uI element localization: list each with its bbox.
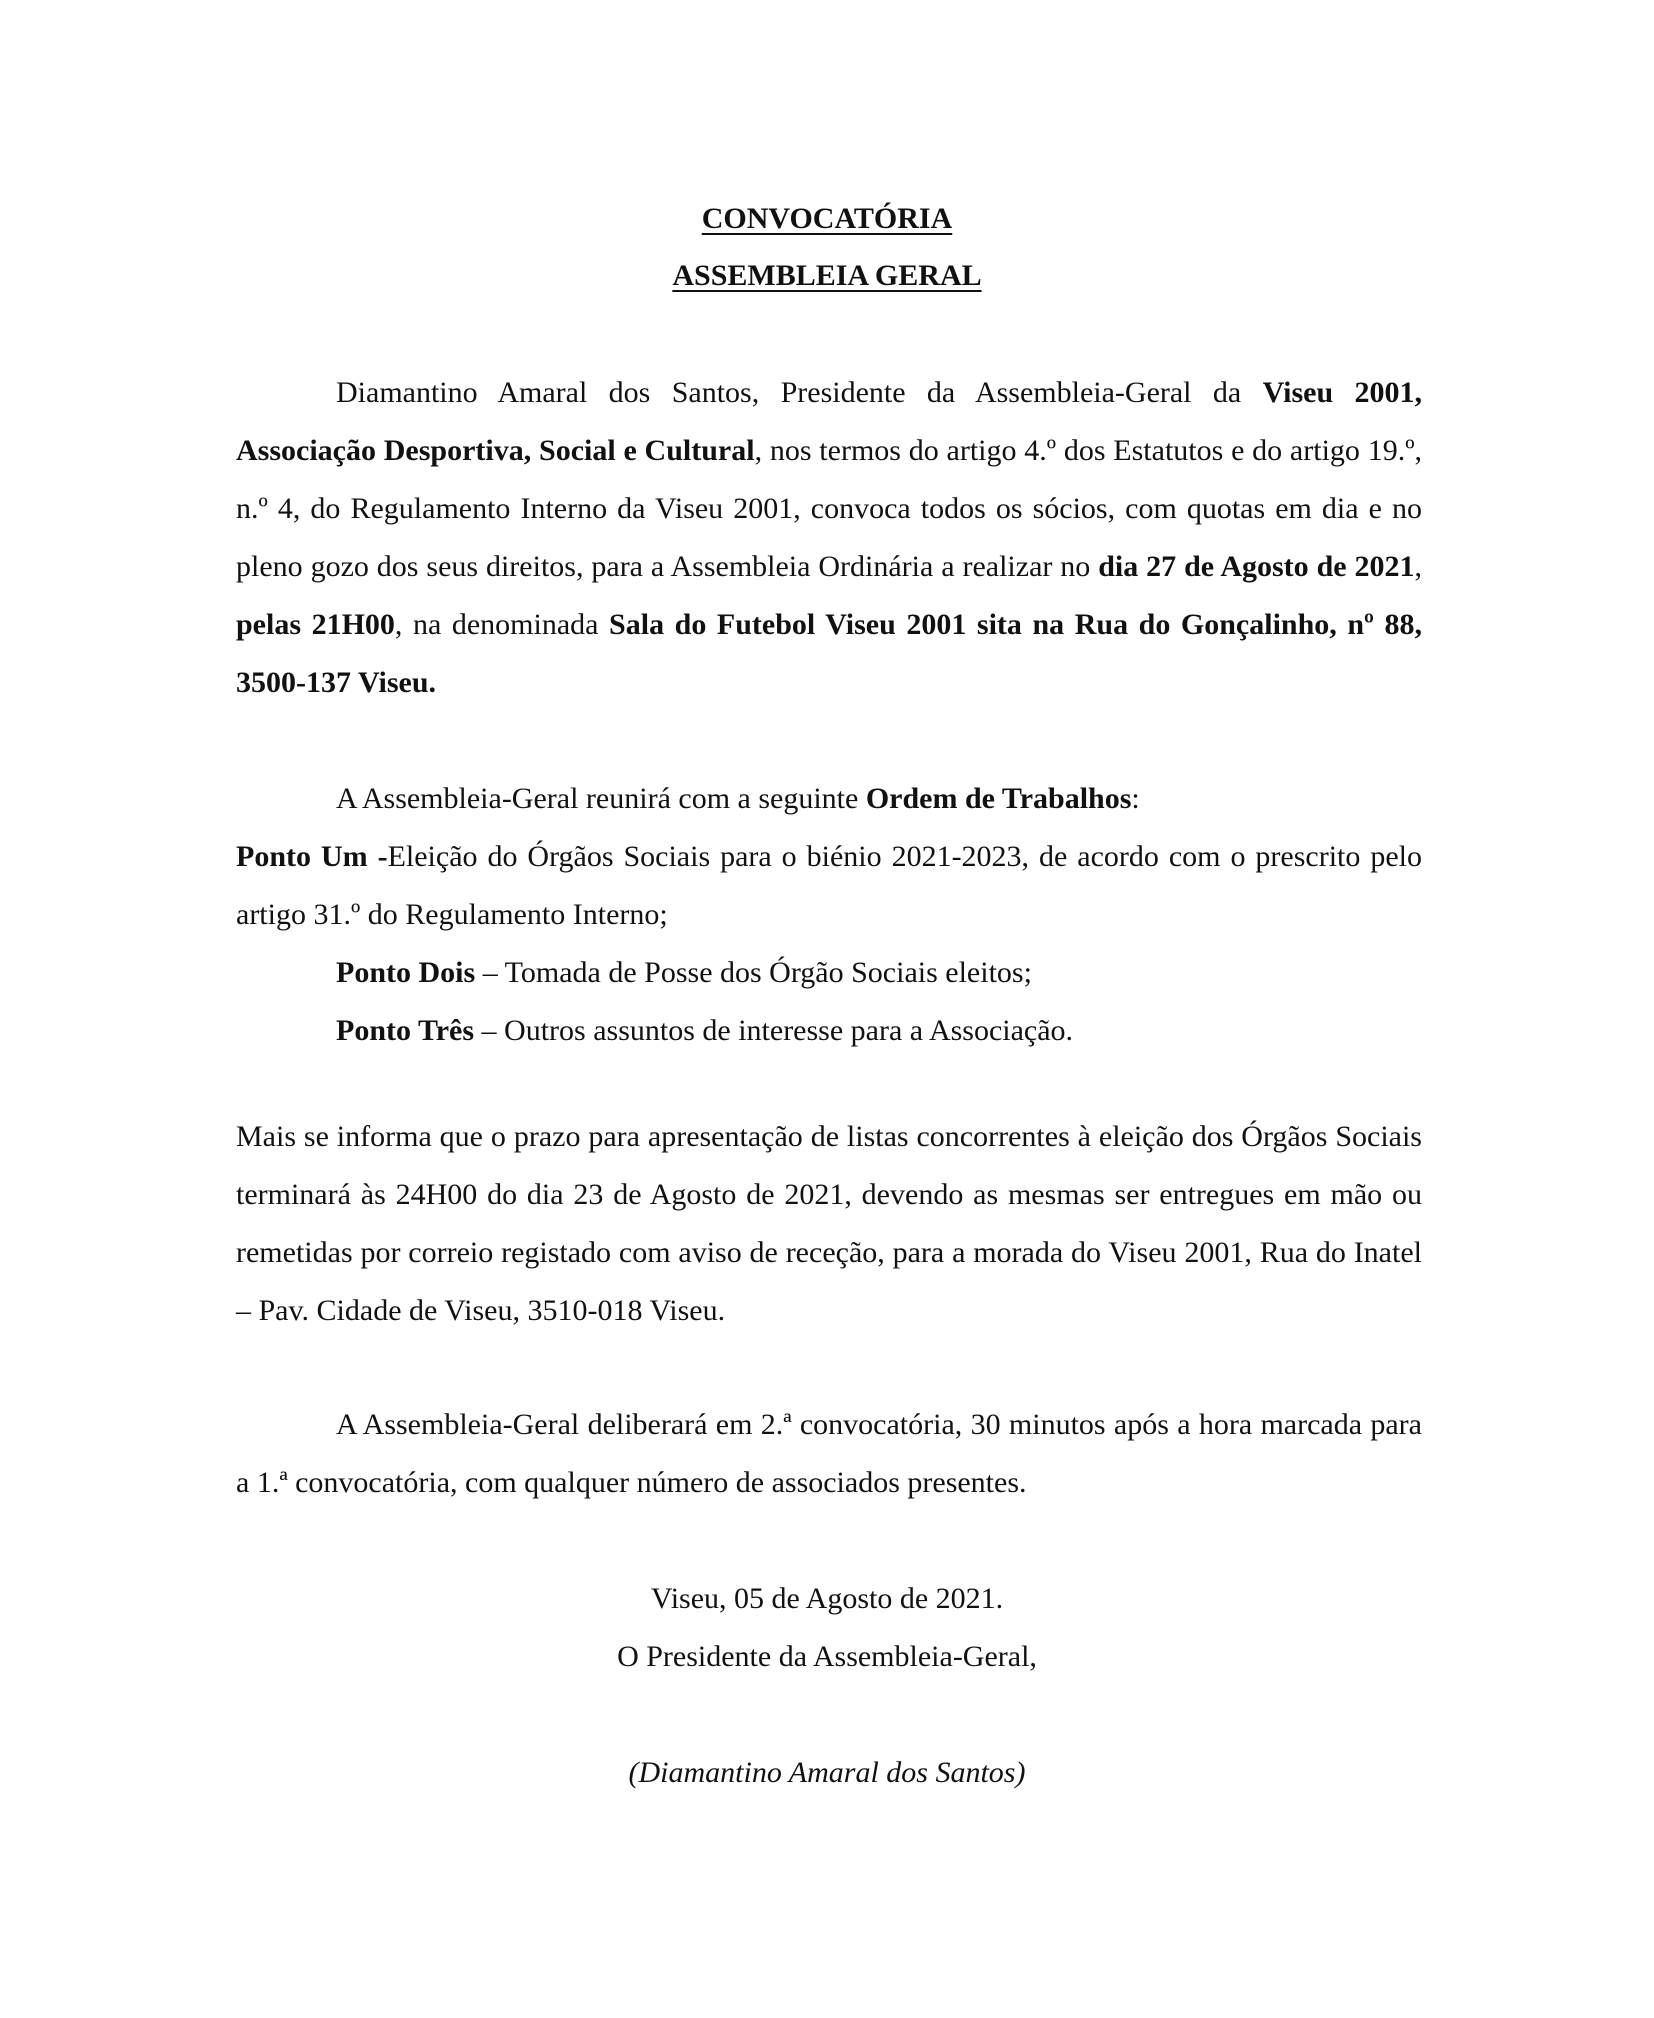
agenda-heading: Ordem de Trabalhos (865, 782, 1132, 815)
agenda-intro-text: A Assembleia-Geral reunirá com a seguinte (336, 782, 866, 815)
document-subtitle (0, 257, 1654, 295)
meeting-time: pelas 21H00 (236, 608, 395, 641)
para1-text-4: , na denominada (394, 608, 610, 641)
document-date: Viseu, 05 de Agosto de 2021. (650, 1582, 1004, 1615)
agenda-item-1-text: Eleição do Órgãos Sociais para o biénio 2021-2023, de acordo com o prescrito pelo artigo 31.º do Regulamento Interno; (236, 840, 1422, 931)
para1-text-2: , nos termos do artigo 4.º dos Estatutos e do artigo 19.º, n.º 4, do Regulamento Interno da Viseu 2001, convoca todos os sócios, com quotas em dia e no pleno gozo dos seus direitos, para a Assembleia Ordinária a realizar no (236, 434, 1422, 583)
meeting-location: Sala do Futebol Viseu 2001 sita na Rua do Gonçalinho, nº 88, 3500-137 Viseu. (236, 608, 1422, 699)
agenda-item-2 (236, 944, 1422, 1002)
agenda-item-2-label: Ponto Dois (336, 956, 476, 989)
para1-text-3: , (1414, 550, 1422, 583)
agenda-intro (236, 770, 1422, 944)
agenda-item-3 (236, 1002, 1422, 1060)
signatory-role: O Presidente da Assembleia-Geral, (617, 1640, 1037, 1673)
signatory-name: (Diamantino Amaral dos Santos) (628, 1756, 1026, 1789)
association-name: Viseu 2001, Associação Desportiva, Social e Cultural (236, 376, 1423, 467)
candidate-lists-paragraph: Mais se informa que o prazo para apresentação de listas concorrentes à eleição dos Órgãos Sociais terminará às 24H00 do dia 23 de Agosto de 2021, devendo as mesmas ser entregues em mão ou remetidas por correio registado com aviso de receção, para a morada do Viseu 2001, Rua do Inatel – Pav. Cidade de Viseu, 3510-018 Viseu. (236, 1120, 1422, 1327)
agenda-item-2-text: – Tomada de Posse dos Órgão Sociais eleitos; (475, 956, 1032, 989)
agenda-item-1-label: Ponto Um - (236, 840, 388, 873)
document-title (0, 200, 1654, 238)
meeting-date: dia 27 de Agosto de 2021 (1098, 550, 1415, 583)
agenda-intro-end: : (1131, 782, 1140, 815)
agenda-item-3-text: – Outros assuntos de interesse para a Associação. (474, 1014, 1074, 1047)
para1-text-1: Diamantino Amaral dos Santos, Presidente da Assembleia-Geral da (336, 376, 1263, 409)
title-line-2: ASSEMBLEIA GERAL (672, 259, 982, 292)
second-call-paragraph: A Assembleia-Geral deliberará em 2.ª convocatória, 30 minutos após a hora marcada para a 1.ª convocatória, com qualquer número de associados presentes. (236, 1408, 1422, 1499)
convocation-paragraph (236, 364, 1422, 712)
agenda-item-3-label: Ponto Três (336, 1014, 475, 1047)
title-line-1: CONVOCATÓRIA (701, 202, 953, 235)
